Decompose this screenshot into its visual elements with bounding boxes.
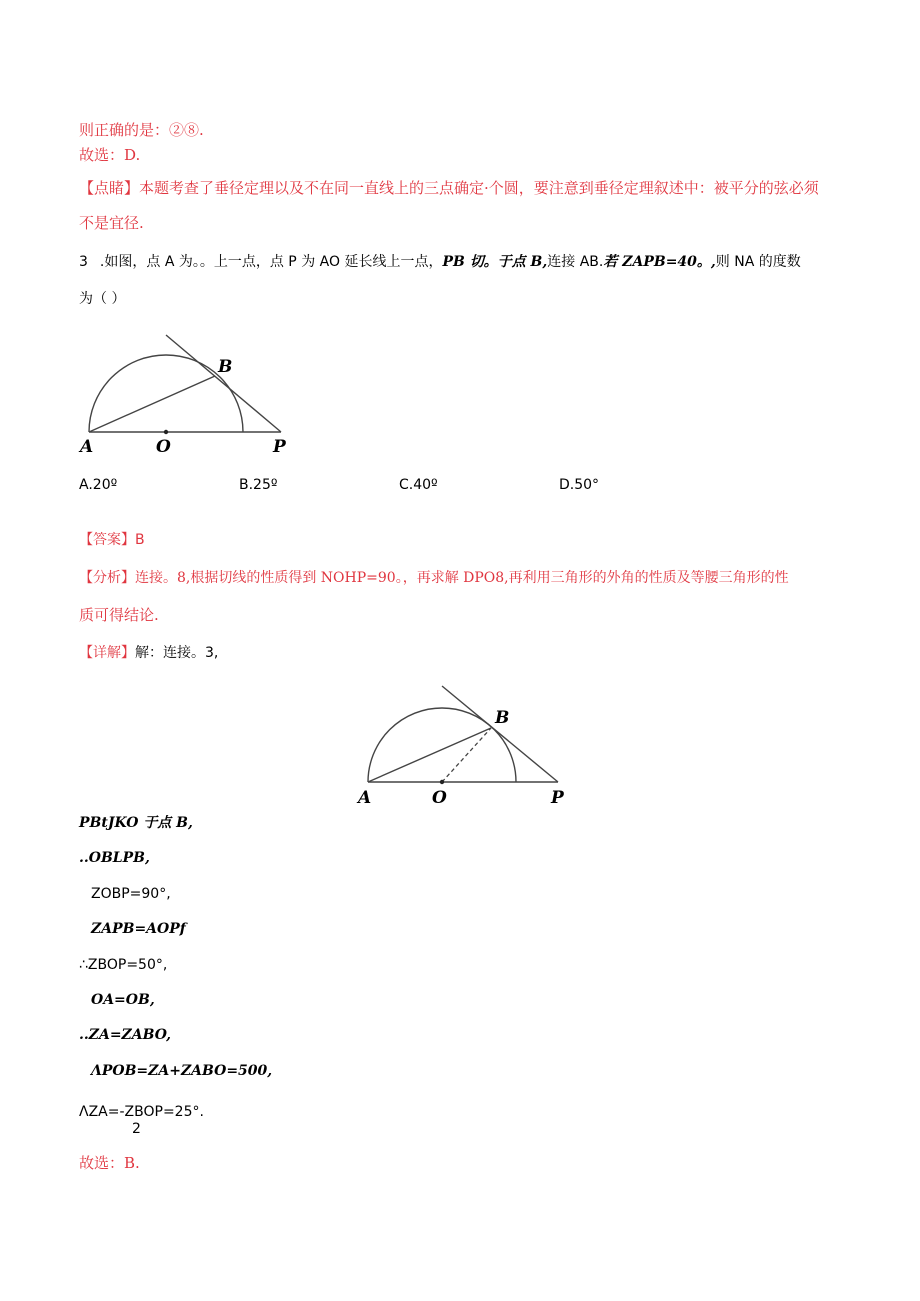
label-b: B [218, 357, 233, 377]
prev-comment-line1 [79, 177, 819, 198]
final-choice: 故选：B. [79, 1154, 140, 1172]
question-line2: 为（ ） [79, 291, 126, 307]
question-figure [70, 328, 300, 458]
label-p: P [273, 437, 286, 457]
label-p: P [551, 788, 564, 808]
step-7: ..ZA=ZABO, [79, 1027, 171, 1043]
question-text-c: 连接 AB. [547, 254, 604, 270]
prev-comment-line2: 不是宜径. [79, 214, 144, 232]
chord-ab [368, 728, 491, 782]
label-a: A [358, 788, 372, 808]
analysis-line1 [79, 567, 789, 587]
label-b: B [495, 708, 510, 728]
option-d: D.50° [559, 477, 600, 493]
center-point-o [440, 780, 444, 784]
radius-ob-dashed [442, 728, 491, 782]
step-9: ΛZA=-ZBOP=25°. [79, 1104, 204, 1120]
semicircle-arc [368, 708, 516, 782]
question-text-a: .如图，点 A 为。。上一点，点 P 为 AO 延长线上一点， [99, 254, 443, 270]
step-4: ZAPB=AOPf [91, 921, 186, 937]
chord-ab [89, 376, 215, 432]
step-9-denominator: 2 [132, 1121, 141, 1137]
detail-text: 解：连接。3, [135, 645, 219, 661]
solution-figure [352, 680, 582, 810]
step-1: PBtJKO 于点 B, [79, 815, 193, 831]
comment-text: 本题考查了垂径定理以及不在同一直线上的三点确定·个圆，要注意到垂径定理叙述中：被平分的弦必须 [139, 179, 819, 197]
step-5: ∴ZBOP=50°, [79, 957, 168, 973]
question-text-b: PB 切。于点 B, [442, 254, 548, 270]
option-b: B.25º [239, 477, 278, 493]
option-a: A.20º [79, 477, 118, 493]
step-6: OA=OB, [91, 992, 155, 1008]
label-o: O [156, 437, 171, 457]
label-o: O [432, 788, 447, 808]
detail-tag: 【详解】 [79, 645, 135, 661]
answer-line [79, 529, 145, 549]
comment-tag: 【点睹】 [79, 179, 140, 197]
analysis-line2: 质可得结论. [79, 606, 159, 624]
question-line1 [79, 251, 801, 271]
question-text-d: 若 ZAPB=40。, [603, 254, 716, 270]
analysis-tag: 【分析】 [79, 570, 135, 586]
step-8: ΛPOB=ZA+ZABO=500, [91, 1063, 273, 1079]
answer-value: B [135, 532, 145, 548]
prev-conclusion: 则正确的是：②⑧. [79, 121, 204, 139]
answer-tag: 【答案】 [79, 532, 135, 548]
question-text-e: 则 NA 的度数 [715, 254, 801, 270]
tangent-pb [442, 686, 558, 782]
center-point-o [164, 430, 168, 434]
label-a: A [80, 437, 94, 457]
detail-line [79, 642, 218, 662]
option-c: C.40º [399, 477, 438, 493]
question-number: 3 [79, 254, 88, 270]
step-3: ZOBP=90°, [91, 886, 171, 902]
step-2: ..OBLPB, [79, 850, 150, 866]
tangent-pb [166, 335, 281, 432]
prev-choice: 故选：D. [79, 146, 141, 164]
analysis-text: 连接。8,根据切线的性质得到 NOHP=90。，再求解 DPO8,再利用三角形的外角的性质及等腰三角形的性 [135, 570, 789, 586]
